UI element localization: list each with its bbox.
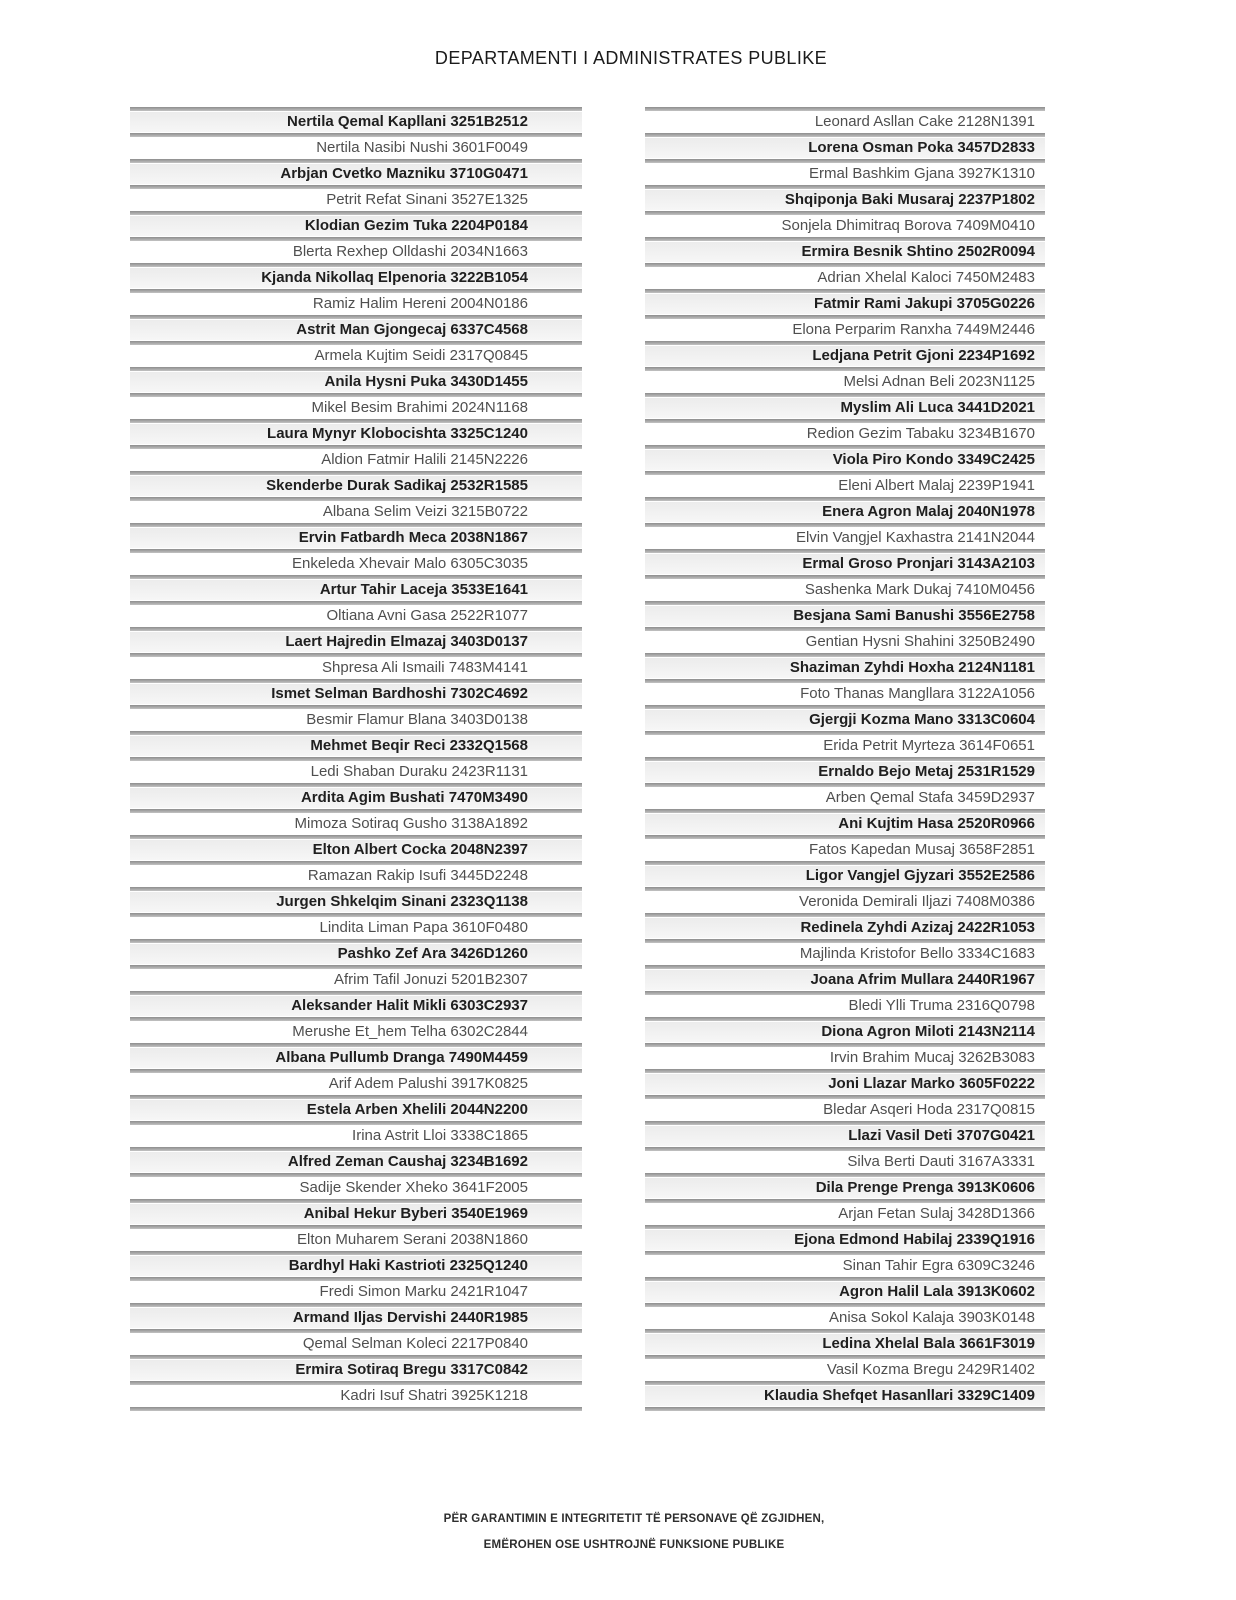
row-divider <box>130 757 582 761</box>
row-divider <box>645 185 1045 189</box>
list-item: Redion Gezim Tabaku 3234B1670 <box>645 424 1045 444</box>
list-item: Foto Thanas Mangllara 3122A1056 <box>645 684 1045 704</box>
list-item: Skenderbe Durak Sadikaj 2532R1585 <box>130 476 582 496</box>
list-item: Elvin Vangjel Kaxhastra 2141N2044 <box>645 528 1045 548</box>
list-item: Viola Piro Kondo 3349C2425 <box>645 450 1045 470</box>
list-item: Redinela Zyhdi Azizaj 2422R1053 <box>645 918 1045 938</box>
row-divider <box>645 575 1045 579</box>
list-item: Majlinda Kristofor Bello 3334C1683 <box>645 944 1045 964</box>
list-item: Besmir Flamur Blana 3403D0138 <box>130 710 582 730</box>
row-divider <box>645 1199 1045 1203</box>
list-item: Blerta Rexhep Olldashi 2034N1663 <box>130 242 582 262</box>
list-item: Shpresa Ali Ismaili 7483M4141 <box>130 658 582 678</box>
row-divider <box>645 1017 1045 1021</box>
row-divider <box>130 887 582 891</box>
row-divider <box>130 939 582 943</box>
row-divider <box>645 783 1045 787</box>
list-item: Arbjan Cvetko Mazniku 3710G0471 <box>130 164 582 184</box>
list-item: Erida Petrit Myrteza 3614F0651 <box>645 736 1045 756</box>
row-divider <box>645 315 1045 319</box>
row-divider <box>130 705 582 709</box>
row-divider <box>645 1121 1045 1125</box>
row-divider <box>645 705 1045 709</box>
list-item: Jurgen Shkelqim Sinani 2323Q1138 <box>130 892 582 912</box>
row-divider <box>645 1355 1045 1359</box>
list-item: Ani Kujtim Hasa 2520R0966 <box>645 814 1045 834</box>
row-divider <box>645 809 1045 813</box>
list-item: Mimoza Sotiraq Gusho 3138A1892 <box>130 814 582 834</box>
list-item: Agron Halil Lala 3913K0602 <box>645 1282 1045 1302</box>
row-divider <box>130 1251 582 1255</box>
row-divider <box>130 1381 582 1385</box>
row-divider <box>645 159 1045 163</box>
list-item: Irvin Brahim Mucaj 3262B3083 <box>645 1048 1045 1068</box>
row-divider <box>130 991 582 995</box>
row-divider <box>130 1329 582 1333</box>
list-item: Lindita Liman Papa 3610F0480 <box>130 918 582 938</box>
row-divider <box>645 341 1045 345</box>
row-divider <box>130 1069 582 1073</box>
list-item: Besjana Sami Banushi 3556E2758 <box>645 606 1045 626</box>
row-divider <box>130 1407 582 1411</box>
row-divider <box>130 471 582 475</box>
list-item: Enera Agron Malaj 2040N1978 <box>645 502 1045 522</box>
row-divider <box>130 861 582 865</box>
list-item: Ledjana Petrit Gjoni 2234P1692 <box>645 346 1045 366</box>
row-divider <box>645 939 1045 943</box>
list-item: Aldion Fatmir Halili 2145N2226 <box>130 450 582 470</box>
list-item: Albana Pullumb Dranga 7490M4459 <box>130 1048 582 1068</box>
row-divider <box>130 211 582 215</box>
list-item: Irina Astrit Lloi 3338C1865 <box>130 1126 582 1146</box>
row-divider <box>130 1355 582 1359</box>
name-list-right <box>645 106 1045 1412</box>
row-divider <box>645 965 1045 969</box>
row-divider <box>130 393 582 397</box>
list-item: Ervin Fatbardh Meca 2038N1867 <box>130 528 582 548</box>
list-item: Dila Prenge Prenga 3913K0606 <box>645 1178 1045 1198</box>
list-item: Ermira Besnik Shtino 2502R0094 <box>645 242 1045 262</box>
row-divider <box>645 1043 1045 1047</box>
row-divider <box>130 1121 582 1125</box>
list-item: Anila Hysni Puka 3430D1455 <box>130 372 582 392</box>
row-divider <box>645 861 1045 865</box>
row-divider <box>130 1043 582 1047</box>
list-item: Bledar Asqeri Hoda 2317Q0815 <box>645 1100 1045 1120</box>
row-divider <box>645 1277 1045 1281</box>
list-item: Arif Adem Palushi 3917K0825 <box>130 1074 582 1094</box>
row-divider <box>130 601 582 605</box>
list-item: Klodian Gezim Tuka 2204P0184 <box>130 216 582 236</box>
list-item: Gentian Hysni Shahini 3250B2490 <box>645 632 1045 652</box>
row-divider <box>130 107 582 111</box>
list-item: Veronida Demirali Iljazi 7408M0386 <box>645 892 1045 912</box>
name-list-left <box>130 106 582 1412</box>
row-divider <box>130 445 582 449</box>
row-divider <box>130 315 582 319</box>
list-item: Pashko Zef Ara 3426D1260 <box>130 944 582 964</box>
row-divider <box>130 809 582 813</box>
list-item: Alfred Zeman Caushaj 3234B1692 <box>130 1152 582 1172</box>
row-divider <box>645 419 1045 423</box>
list-item: Joana Afrim Mullara 2440R1967 <box>645 970 1045 990</box>
list-item: Ermal Groso Pronjari 3143A2103 <box>645 554 1045 574</box>
list-item: Eleni Albert Malaj 2239P1941 <box>645 476 1045 496</box>
row-divider <box>645 471 1045 475</box>
list-item: Shaziman Zyhdi Hoxha 2124N1181 <box>645 658 1045 678</box>
list-item: Ernaldo Bejo Metaj 2531R1529 <box>645 762 1045 782</box>
row-divider <box>130 1147 582 1151</box>
row-divider <box>130 653 582 657</box>
list-item: Bledi Ylli Truma 2316Q0798 <box>645 996 1045 1016</box>
row-divider <box>645 211 1045 215</box>
row-divider <box>645 1095 1045 1099</box>
list-item: Nertila Nasibi Nushi 3601F0049 <box>130 138 582 158</box>
list-item: Aleksander Halit Mikli 6303C2937 <box>130 996 582 1016</box>
list-item: Gjergji Kozma Mano 3313C0604 <box>645 710 1045 730</box>
row-divider <box>645 133 1045 137</box>
row-divider <box>130 497 582 501</box>
list-item: Laura Mynyr Klobocishta 3325C1240 <box>130 424 582 444</box>
row-divider <box>130 783 582 787</box>
row-divider <box>130 289 582 293</box>
list-item: Ardita Agim Bushati 7470M3490 <box>130 788 582 808</box>
list-item: Merushe Et_hem Telha 6302C2844 <box>130 1022 582 1042</box>
row-divider <box>645 679 1045 683</box>
row-divider <box>645 991 1045 995</box>
list-item: Artur Tahir Laceja 3533E1641 <box>130 580 582 600</box>
list-item: Albana Selim Veizi 3215B0722 <box>130 502 582 522</box>
row-divider <box>645 367 1045 371</box>
list-item: Fatmir Rami Jakupi 3705G0226 <box>645 294 1045 314</box>
list-item: Ramazan Rakip Isufi 3445D2248 <box>130 866 582 886</box>
list-item: Sadije Skender Xheko 3641F2005 <box>130 1178 582 1198</box>
list-item: Ermal Bashkim Gjana 3927K1310 <box>645 164 1045 184</box>
row-divider <box>645 835 1045 839</box>
list-item: Arjan Fetan Sulaj 3428D1366 <box>645 1204 1045 1224</box>
row-divider <box>130 1199 582 1203</box>
row-divider <box>645 549 1045 553</box>
row-divider <box>645 1407 1045 1411</box>
row-divider <box>645 497 1045 501</box>
row-divider <box>645 653 1045 657</box>
list-item: Fatos Kapedan Musaj 3658F2851 <box>645 840 1045 860</box>
row-divider <box>645 1303 1045 1307</box>
list-item: Anisa Sokol Kalaja 3903K0148 <box>645 1308 1045 1328</box>
row-divider <box>645 1147 1045 1151</box>
row-divider <box>645 1381 1045 1385</box>
list-item: Kadri Isuf Shatri 3925K1218 <box>130 1386 582 1406</box>
list-item: Silva Berti Dauti 3167A3331 <box>645 1152 1045 1172</box>
list-item: Oltiana Avni Gasa 2522R1077 <box>130 606 582 626</box>
list-item: Sinan Tahir Egra 6309C3246 <box>645 1256 1045 1276</box>
list-item: Afrim Tafil Jonuzi 5201B2307 <box>130 970 582 990</box>
row-divider <box>645 913 1045 917</box>
list-item: Laert Hajredin Elmazaj 3403D0137 <box>130 632 582 652</box>
row-divider <box>130 523 582 527</box>
row-divider <box>130 575 582 579</box>
row-divider <box>645 1329 1045 1333</box>
row-divider <box>130 159 582 163</box>
row-divider <box>130 1225 582 1229</box>
row-divider <box>130 263 582 267</box>
list-item: Adrian Xhelal Kaloci 7450M2483 <box>645 268 1045 288</box>
list-item: Ismet Selman Bardhoshi 7302C4692 <box>130 684 582 704</box>
list-item: Armela Kujtim Seidi 2317Q0845 <box>130 346 582 366</box>
row-divider <box>645 757 1045 761</box>
list-item: Kjanda Nikollaq Elpenoria 3222B1054 <box>130 268 582 288</box>
row-divider <box>645 887 1045 891</box>
list-item: Bardhyl Haki Kastrioti 2325Q1240 <box>130 1256 582 1276</box>
row-divider <box>645 263 1045 267</box>
row-divider <box>130 133 582 137</box>
list-item: Klaudia Shefqet Hasanllari 3329C1409 <box>645 1386 1045 1406</box>
list-item: Sonjela Dhimitraq Borova 7409M0410 <box>645 216 1045 236</box>
row-divider <box>645 1069 1045 1073</box>
row-divider <box>130 835 582 839</box>
row-divider <box>645 289 1045 293</box>
row-divider <box>130 1303 582 1307</box>
row-divider <box>645 627 1045 631</box>
row-divider <box>130 237 582 241</box>
footer-note <box>0 1506 1236 1558</box>
list-item: Myslim Ali Luca 3441D2021 <box>645 398 1045 418</box>
row-divider <box>130 1017 582 1021</box>
list-item: Shqiponja Baki Musaraj 2237P1802 <box>645 190 1045 210</box>
list-item: Ejona Edmond Habilaj 2339Q1916 <box>645 1230 1045 1250</box>
list-item: Elton Albert Cocka 2048N2397 <box>130 840 582 860</box>
list-item: Vasil Kozma Bregu 2429R1402 <box>645 1360 1045 1380</box>
row-divider <box>645 237 1045 241</box>
row-divider <box>645 107 1045 111</box>
row-divider <box>130 913 582 917</box>
list-item: Lorena Osman Poka 3457D2833 <box>645 138 1045 158</box>
row-divider <box>130 419 582 423</box>
list-item: Astrit Man Gjongecaj 6337C4568 <box>130 320 582 340</box>
list-item: Qemal Selman Koleci 2217P0840 <box>130 1334 582 1354</box>
row-divider <box>645 1173 1045 1177</box>
footer-line-1: PËR GARANTIMIN E INTEGRITETIT TË PERSONAVE QË ZGJIDHEN, <box>443 1513 825 1525</box>
list-item: Diona Agron Miloti 2143N2114 <box>645 1022 1045 1042</box>
list-item: Anibal Hekur Byberi 3540E1969 <box>130 1204 582 1224</box>
row-divider <box>130 627 582 631</box>
list-item: Petrit Refat Sinani 3527E1325 <box>130 190 582 210</box>
list-item: Ramiz Halim Hereni 2004N0186 <box>130 294 582 314</box>
list-item: Arben Qemal Stafa 3459D2937 <box>645 788 1045 808</box>
list-item: Nertila Qemal Kapllani 3251B2512 <box>130 112 582 132</box>
list-item: Melsi Adnan Beli 2023N1125 <box>645 372 1045 392</box>
row-divider <box>130 679 582 683</box>
list-item: Llazi Vasil Deti 3707G0421 <box>645 1126 1045 1146</box>
row-divider <box>645 1251 1045 1255</box>
row-divider <box>130 965 582 969</box>
row-divider <box>645 1225 1045 1229</box>
list-item: Ermira Sotiraq Bregu 3317C0842 <box>130 1360 582 1380</box>
row-divider <box>130 549 582 553</box>
row-divider <box>130 1173 582 1177</box>
list-item: Mikel Besim Brahimi 2024N1168 <box>130 398 582 418</box>
row-divider <box>130 367 582 371</box>
list-item: Ledi Shaban Duraku 2423R1131 <box>130 762 582 782</box>
list-item: Leonard Asllan Cake 2128N1391 <box>645 112 1045 132</box>
list-item: Armand Iljas Dervishi 2440R1985 <box>130 1308 582 1328</box>
row-divider <box>645 731 1045 735</box>
row-divider <box>645 523 1045 527</box>
list-item: Fredi Simon Marku 2421R1047 <box>130 1282 582 1302</box>
list-item: Joni Llazar Marko 3605F0222 <box>645 1074 1045 1094</box>
row-divider <box>130 185 582 189</box>
list-item: Elona Perparim Ranxha 7449M2446 <box>645 320 1045 340</box>
row-divider <box>130 341 582 345</box>
row-divider <box>645 445 1045 449</box>
footer-line-2: EMËROHEN OSE USHTROJNË FUNKSIONE PUBLIKE <box>483 1539 785 1551</box>
row-divider <box>130 1095 582 1099</box>
list-item: Ledina Xhelal Bala 3661F3019 <box>645 1334 1045 1354</box>
list-item: Enkeleda Xhevair Malo 6305C3035 <box>130 554 582 574</box>
row-divider <box>130 1277 582 1281</box>
list-item: Mehmet Beqir Reci 2332Q1568 <box>130 736 582 756</box>
list-item: Ligor Vangjel Gjyzari 3552E2586 <box>645 866 1045 886</box>
row-divider <box>130 731 582 735</box>
row-divider <box>645 601 1045 605</box>
list-item: Estela Arben Xhelili 2044N2200 <box>130 1100 582 1120</box>
list-item: Elton Muharem Serani 2038N1860 <box>130 1230 582 1250</box>
page-title: DEPARTAMENTI I ADMINISTRATES PUBLIKE <box>434 48 828 68</box>
row-divider <box>645 393 1045 397</box>
list-item: Sashenka Mark Dukaj 7410M0456 <box>645 580 1045 600</box>
